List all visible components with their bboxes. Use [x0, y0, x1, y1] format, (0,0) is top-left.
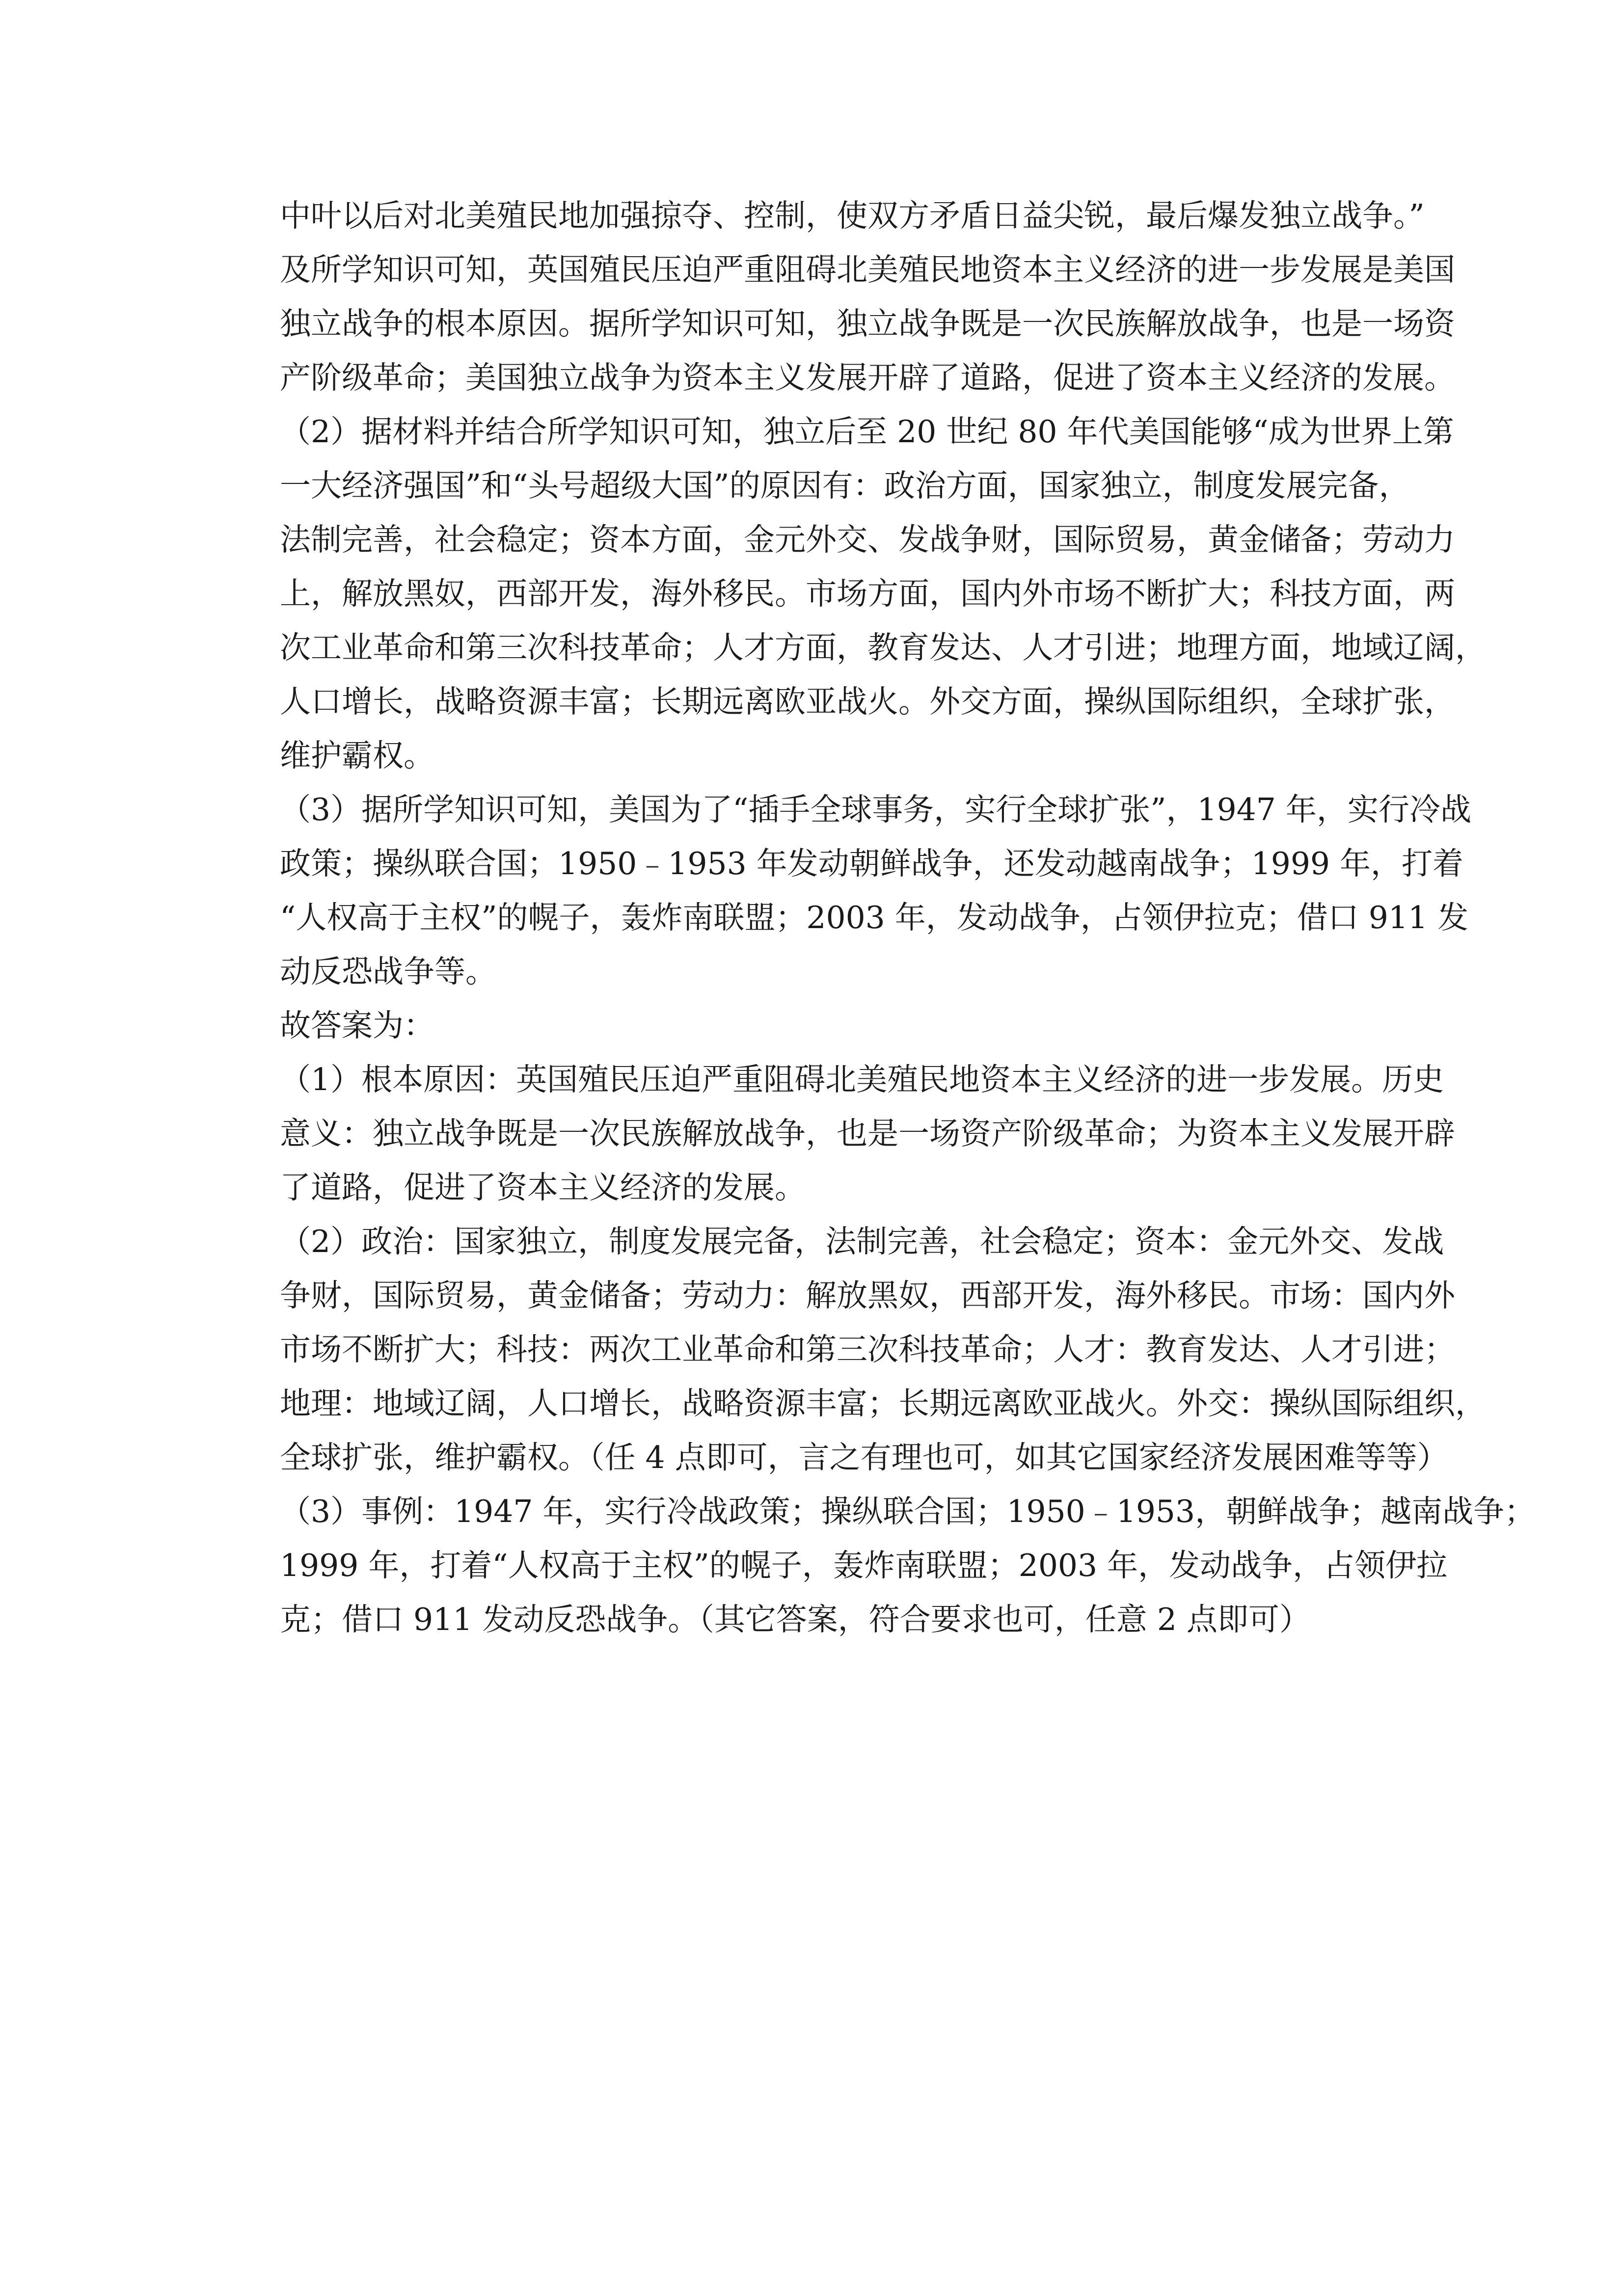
text-line: 1999 年，打着“人权高于主权”的幌子，轰炸南联盟；2003 年，发动战争，占领伊拉: [280, 1548, 1448, 1583]
text-line: 一大经济强国”和“头号超级大国”的原因有：政治方面，国家独立，制度发展完备，: [280, 468, 1410, 504]
text-line: 人口增长，战略资源丰富；长期远离欧亚战火。外交方面，操纵国际组织，全球扩张，: [280, 684, 1455, 720]
text-line: 市场不断扩大；科技：两次工业革命和第三次科技革命；人才：教育发达、人才引进；: [280, 1332, 1455, 1367]
text-line: 法制完善，社会稳定；资本方面，金元外交、发战争财，国际贸易，黄金储备；劳动力: [280, 522, 1455, 558]
text-line: 争财，国际贸易，黄金储备；劳动力：解放黑奴，西部开发，海外移民。市场：国内外: [280, 1278, 1455, 1313]
text-line: 独立战争的根本原因。据所学知识可知，独立战争既是一次民族解放战争，也是一场资: [280, 306, 1455, 342]
text-line: “人权高于主权”的幌子，轰炸南联盟；2003 年，发动战争，占领伊拉克；借口 911 发: [280, 900, 1469, 935]
text-line: 地理：地域辽阔，人口增长，战略资源丰富；长期远离欧亚战火。外交：操纵国际组织，: [280, 1386, 1486, 1421]
document-body: [280, 189, 1536, 1647]
text-line: 政策；操纵联合国；1950﹣1953 年发动朝鲜战争，还发动越南战争；1999 年，打着: [280, 846, 1464, 881]
text-line: 上，解放黑奴，西部开发，海外移民。市场方面，国内外市场不断扩大；科技方面，两: [280, 576, 1455, 612]
text-line: （3）事例：1947 年，实行冷战政策；操纵联合国；1950﹣1953，朝鲜战争；越南战争；: [280, 1494, 1536, 1529]
text-line: 次工业革命和第三次科技革命；人才方面，教育发达、人才引进；地理方面，地域辽阔，: [280, 630, 1486, 666]
text-line: （1）根本原因：英国殖民压迫严重阻碍北美殖民地资本主义经济的进一步发展。历史: [280, 1062, 1444, 1097]
text-line: 中叶以后对北美殖民地加强掠夺、控制，使双方矛盾日益尖锐，最后爆发独立战争。”: [280, 198, 1425, 234]
text-line: （2）据材料并结合所学知识可知，独立后至 20 世纪 80 年代美国能够“成为世界上第: [280, 414, 1454, 450]
text-line: 了道路，促进了资本主义经济的发展。: [280, 1170, 806, 1205]
text-line: （3）据所学知识可知，美国为了“插手全球事务，实行全球扩张”，1947 年，实行冷战: [280, 792, 1471, 828]
text-line: （2）政治：国家独立，制度发展完备，法制完善，社会稳定；资本：金元外交、发战: [280, 1224, 1444, 1259]
text-line: 故答案为：: [280, 1008, 434, 1043]
text-line: 及所学知识可知，英国殖民压迫严重阻碍北美殖民地资本主义经济的进一步发展是美国: [280, 252, 1455, 288]
text-line: 动反恐战争等。: [280, 954, 496, 989]
text-line: 意义：独立战争既是一次民族解放战争，也是一场资产阶级革命；为资本主义发展开辟: [280, 1116, 1455, 1151]
text-line: 产阶级革命；美国独立战争为资本主义发展开辟了道路，促进了资本主义经济的发展。: [280, 360, 1455, 396]
text-line: 克；借口 911 发动反恐战争。（其它答案，符合要求也可，任意 2 点即可）: [280, 1602, 1310, 1637]
text-line: 维护霸权。: [280, 738, 434, 774]
text-line: 全球扩张，维护霸权。（任 4 点即可，言之有理也可，如其它国家经济发展困难等等）: [280, 1440, 1448, 1475]
